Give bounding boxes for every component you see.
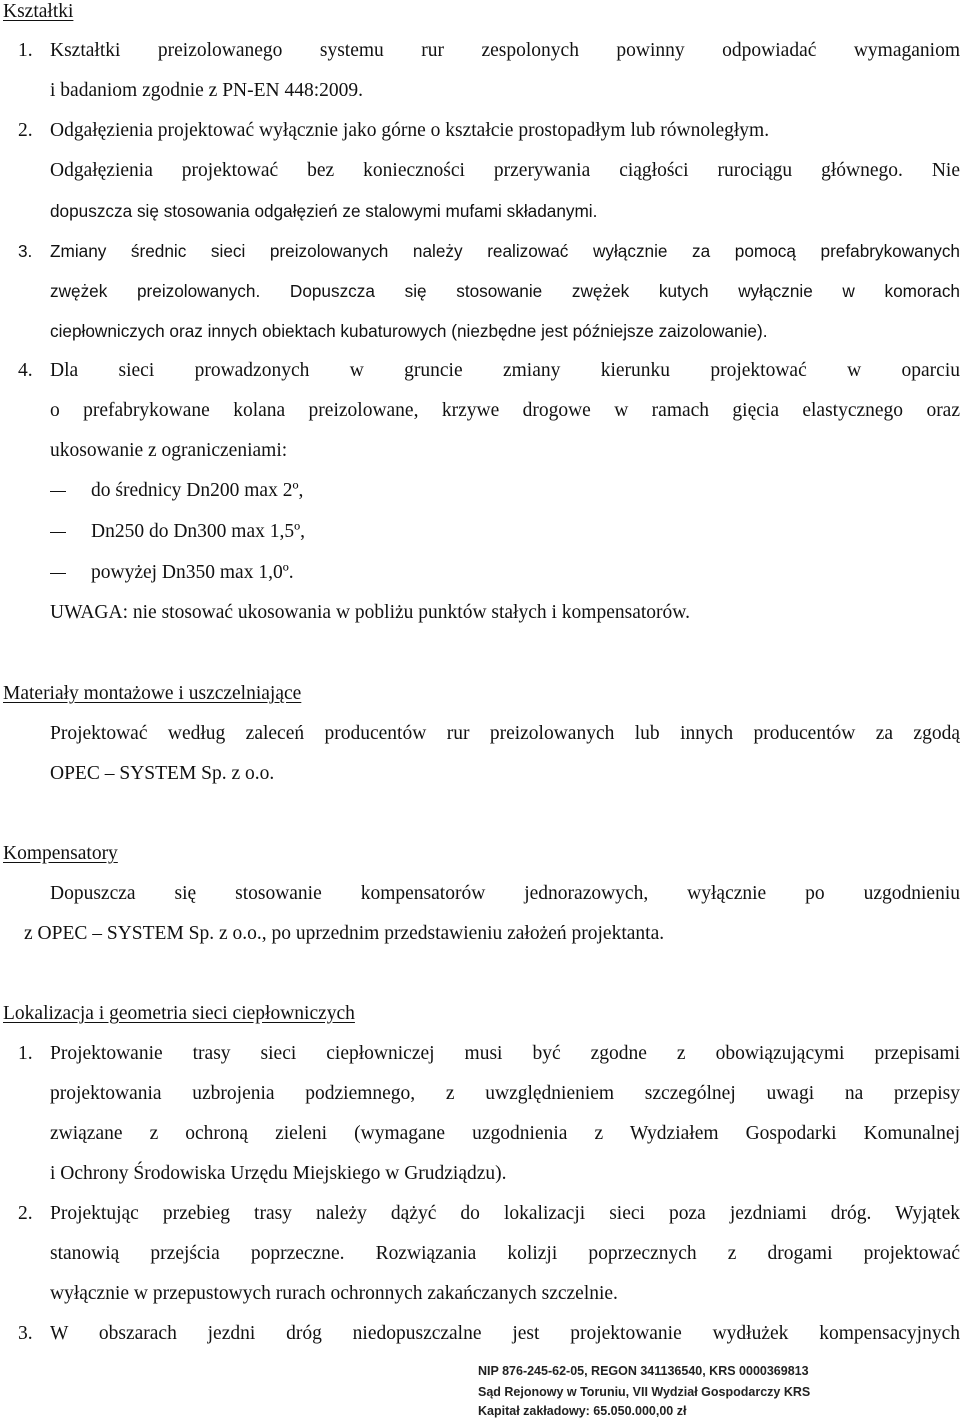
heading-materialy: Materiały montażowe i uszczelniające <box>3 683 302 704</box>
materialy-line-1: Projektować według zaleceń producentów rur preizolowanych lub innych producentów za zgodą <box>50 723 960 744</box>
item-number: 4. <box>18 360 33 381</box>
item-number: 2. <box>18 1203 33 1224</box>
kompensatory-line-2: z OPEC – SYSTEM Sp. z o.o., po uprzednim przedstawieniu założeń projektanta. <box>24 923 665 944</box>
kompensatory-line-1: Dopuszcza się stosowanie kompensatorów jednorazowych, wyłącznie po uzgodnieniu <box>50 883 960 904</box>
lokalizacja-item-2-line-2: stanowią przejścia poprzeczne. Rozwiązania kolizji poprzecznych z drogami projektować <box>50 1243 960 1264</box>
item-number: 1. <box>18 40 33 61</box>
lokalizacja-item-2-line-3: wyłącznie w przepustowych rurach ochronnych zakańczanych szczelnie. <box>50 1283 618 1304</box>
ksztaltki-item-3-line-1: Zmiany średnic sieci preizolowanych należy realizować wyłącznie za pomocą prefabrykowanych <box>50 241 960 261</box>
lokalizacja-item-1-line-3: związane z ochroną zieleni (wymagane uzgodnienia z Wydziałem Gospodarki Komunalnej <box>50 1123 960 1144</box>
lokalizacja-item-1-line-4: i Ochrony Środowiska Urzędu Miejskiego w Grudziądzu). <box>50 1163 507 1184</box>
heading-lokalizacja: Lokalizacja i geometria sieci ciepłowniczych <box>3 1003 355 1024</box>
ksztaltki-item-1-line-2: i badaniom zgodnie z PN-EN 448:2009. <box>50 80 364 101</box>
ksztaltki-item-4-line-1: Dla sieci prowadzonych w gruncie zmiany kierunku projektować w oparciu <box>50 360 960 381</box>
item-number: 3. <box>18 241 33 261</box>
uwaga-note: UWAGA: nie stosować ukosowania w pobliżu punktów stałych i kompensatorów. <box>50 602 690 623</box>
footer-line-kapital: Kapitał zakładowy: 65.050.000,00 zł <box>478 1404 687 1418</box>
footer-line-sad: Sąd Rejonowy w Toruniu, VII Wydział Gospodarczy KRS <box>478 1385 811 1399</box>
lokalizacja-item-3-line-1: W obszarach jezdni dróg niedopuszczalne jest projektowanie wydłużek kompensacyjnych <box>50 1323 960 1344</box>
lokalizacja-item-1-line-1: Projektowanie trasy sieci ciepłowniczej musi być zgodne z obowiązującymi przepisami <box>50 1043 960 1064</box>
ksztaltki-item-2-line-1: Odgałęzienia projektować wyłącznie jako górne o kształcie prostopadłym lub równoległym. <box>50 120 770 141</box>
heading-kompensatory: Kompensatory <box>3 843 118 864</box>
ksztaltki-item-3-line-3: ciepłowniczych oraz innych obiektach kubaturowych (niezbędne jest późniejsze zaizolowanie). <box>50 321 768 341</box>
ksztaltki-item-2-line-3: dopuszcza się stosowania odgałęzień ze stalowymi mufami składanymi. <box>50 201 598 221</box>
item-number: 2. <box>18 120 33 141</box>
footer-line-nip: NIP 876-245-62-05, REGON 341136540, KRS 0000369813 <box>478 1364 809 1378</box>
ksztaltki-item-3-line-2: zwężek preizolowanych. Dopuszcza się stosowanie zwężek kutych wyłącznie w komorach <box>50 281 960 301</box>
heading-ksztaltki: Kształtki <box>3 1 74 22</box>
bullet-item: Dn250 do Dn300 max 1,5º, <box>91 521 306 542</box>
lokalizacja-item-1-line-2: projektowania uzbrojenia podziemnego, z uwzględnieniem szczególnej uwagi na przepisy <box>50 1083 960 1104</box>
ksztaltki-item-1-line-1: Kształtki preizolowanego systemu rur zespolonych powinny odpowiadać wymaganiom <box>50 40 960 61</box>
lokalizacja-item-2-line-1: Projektując przebieg trasy należy dążyć do lokalizacji sieci poza jezdniami dróg. Wyjątek <box>50 1203 960 1224</box>
dash-bullet-icon <box>50 491 66 492</box>
dash-bullet-icon <box>50 573 66 574</box>
bullet-item: powyżej Dn350 max 1,0º. <box>91 562 294 583</box>
bullet-item: do średnicy Dn200 max 2º, <box>91 480 304 501</box>
item-number: 1. <box>18 1043 33 1064</box>
ksztaltki-item-4-line-3: ukosowanie z ograniczeniami: <box>50 440 288 461</box>
materialy-line-2: OPEC – SYSTEM Sp. z o.o. <box>50 763 275 784</box>
dash-bullet-icon <box>50 532 66 533</box>
ksztaltki-item-2-line-2: Odgałęzienia projektować bez konieczności przerywania ciągłości rurociągu głównego. Nie <box>50 160 960 181</box>
ksztaltki-item-4-line-2: o prefabrykowane kolana preizolowane, krzywe drogowe w ramach gięcia elastycznego oraz <box>50 400 960 421</box>
item-number: 3. <box>18 1323 33 1344</box>
